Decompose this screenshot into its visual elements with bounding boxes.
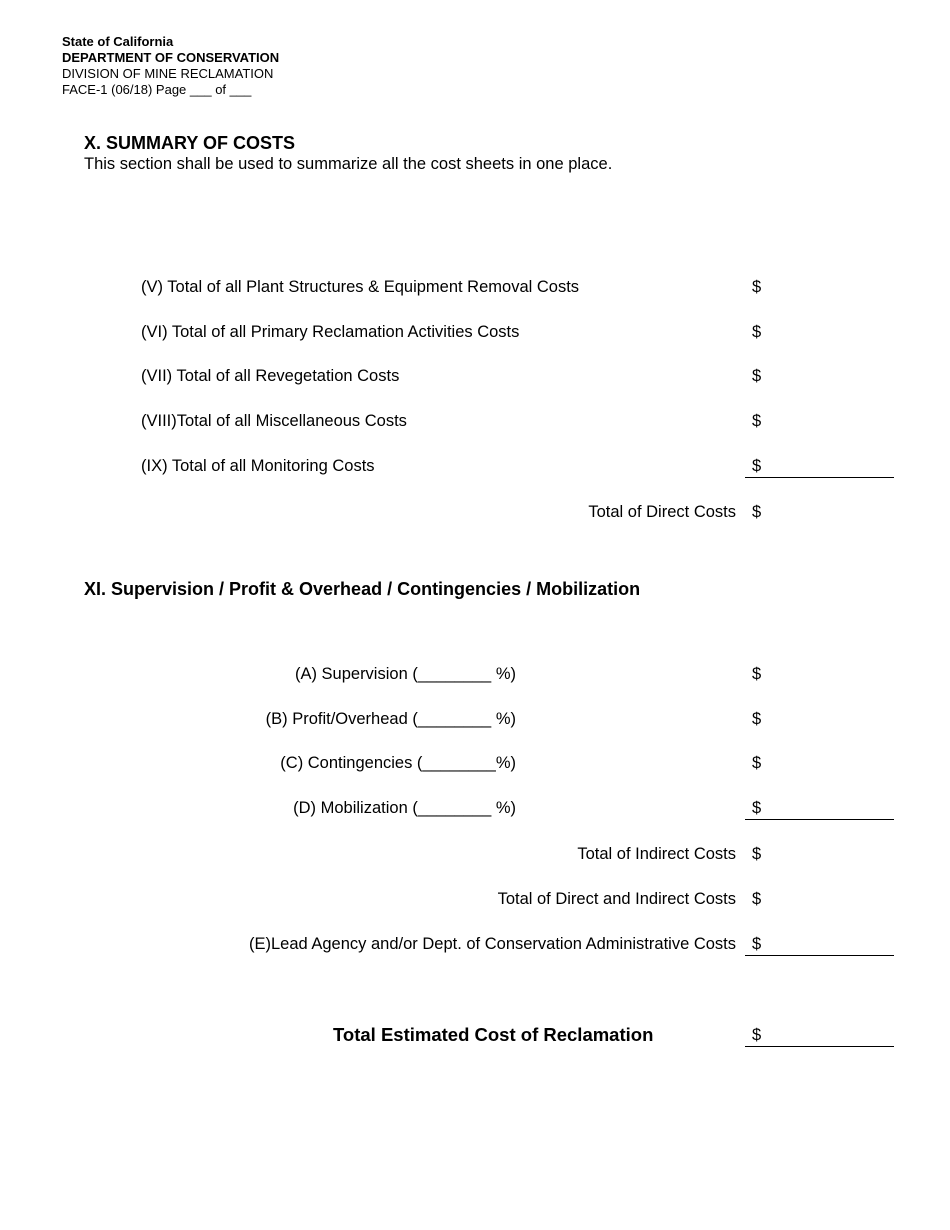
amount-underline[interactable]	[745, 955, 894, 956]
dollar-sign: $	[752, 845, 762, 863]
section-xi-title: XI. Supervision / Profit & Overhead / Contingencies / Mobilization	[84, 579, 641, 599]
section-x-description: This section shall be used to summarize all the cost sheets in one place.	[84, 155, 613, 173]
profit-overhead-label: (B) Profit/Overhead (________ %)	[265, 710, 516, 728]
dollar-sign: $	[752, 710, 762, 728]
cost-item-label: (VII) Total of all Revegetation Costs	[141, 367, 400, 385]
dollar-sign: $	[752, 1026, 762, 1044]
cost-item-label: (IX) Total of all Monitoring Costs	[141, 457, 375, 475]
division-name: DIVISION OF MINE RECLAMATION	[62, 66, 274, 81]
form-page-number: FACE-1 (06/18) Page ___ of ___	[62, 82, 252, 97]
total-direct-costs-label: Total of Direct Costs	[588, 503, 736, 521]
state-name: State of California	[62, 34, 174, 49]
amount-underline[interactable]	[745, 477, 894, 478]
amount-underline[interactable]	[745, 819, 894, 820]
section-x-title: X. SUMMARY OF COSTS	[84, 133, 296, 153]
dollar-sign: $	[752, 935, 762, 953]
dollar-sign: $	[752, 412, 762, 430]
dollar-sign: $	[752, 323, 762, 341]
grand-total-label: Total Estimated Cost of Reclamation	[333, 1024, 654, 1045]
mobilization-label: (D) Mobilization (________ %)	[293, 799, 516, 817]
cost-item-label: (VI) Total of all Primary Reclamation Activities Costs	[141, 323, 520, 341]
dollar-sign: $	[752, 457, 762, 475]
admin-costs-label: (E)Lead Agency and/or Dept. of Conservation Administrative Costs	[249, 935, 736, 953]
department-name: DEPARTMENT OF CONSERVATION	[62, 50, 280, 65]
cost-item-label: (V) Total of all Plant Structures & Equipment Removal Costs	[141, 278, 580, 296]
dollar-sign: $	[752, 278, 762, 296]
cost-item-label: (VIII)Total of all Miscellaneous Costs	[141, 412, 407, 430]
total-indirect-costs-label: Total of Indirect Costs	[577, 845, 736, 863]
amount-underline[interactable]	[745, 1046, 894, 1047]
dollar-sign: $	[752, 890, 762, 908]
supervision-label: (A) Supervision (________ %)	[294, 665, 516, 683]
dollar-sign: $	[752, 503, 762, 521]
dollar-sign: $	[752, 367, 762, 385]
contingencies-label: (C) Contingencies (________%)	[280, 754, 516, 772]
dollar-sign: $	[752, 754, 762, 772]
dollar-sign: $	[752, 665, 762, 683]
total-direct-indirect-label: Total of Direct and Indirect Costs	[497, 890, 736, 908]
dollar-sign: $	[752, 799, 762, 817]
